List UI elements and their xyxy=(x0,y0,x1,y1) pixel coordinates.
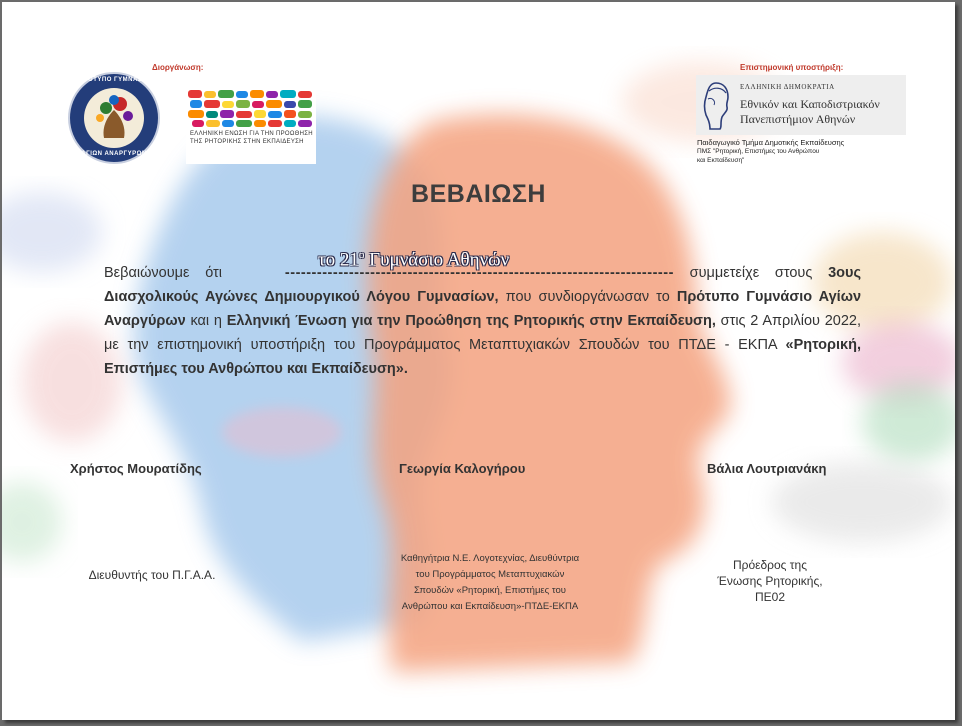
body-text-1: συμμετείχε στους xyxy=(673,265,829,281)
body-bold-3: Ελληνική Ένωση για την Προώθηση της Ρητορικής στην Εκπαίδευση, xyxy=(226,313,716,329)
signatory-name-2: Γεωργία Καλογήρου xyxy=(399,461,526,476)
role2-line3: Σπουδών «Ρητορική, Επιστήμες του xyxy=(414,585,566,596)
mosaic-pattern-icon xyxy=(186,88,316,130)
dept-line3: και Εκπαίδευση" xyxy=(697,157,745,164)
intro-text: Βεβαιώνουμε ότι xyxy=(104,265,222,281)
mosaic-text-line1: ΕΛΛΗΝΙΚΗ ΕΝΩΣΗ ΓΙΑ ΤΗΝ ΠΡΟΩΘΗΣΗ xyxy=(190,131,313,137)
role3-line2: Ένωσης Ρητορικής, xyxy=(717,574,823,588)
role2-line2: του Προγράμματος Μεταπτυχιακών xyxy=(415,569,565,580)
uoa-name-line2: Πανεπιστήμιον Αθηνών xyxy=(740,112,856,126)
seal-top-text: ΠΡΟΤΥΠΟ ΓΥΜΝΑΣΙΟ xyxy=(78,77,150,83)
signatory-role-1: Διευθυντής του Π.Γ.Α.Α. xyxy=(88,568,216,582)
uoa-name-line1: Εθνικόν και Καποδιστριακόν xyxy=(740,97,880,111)
support-label: Επιστημονική υποστήριξη: xyxy=(740,63,844,72)
rhetoric-union-logo xyxy=(186,88,316,164)
signatory-role-3 xyxy=(692,557,848,605)
dept-line2: ΠΜΣ "Ρητορική, Επιστήμες του Ανθρώπου xyxy=(697,148,820,155)
role2-line1: Καθηγήτρια Ν.Ε. Λογοτεχνίας, Διευθύντρια xyxy=(400,553,580,564)
certificate-page xyxy=(2,2,955,720)
school-name-overlay xyxy=(318,249,509,271)
role3-line3: ΠΕ02 xyxy=(754,590,786,604)
school-seal-logo xyxy=(68,72,160,164)
university-department xyxy=(697,138,897,165)
dept-line1: Παιδαγωγικό Τμήμα Δημοτικής Εκπαίδευσης xyxy=(697,138,845,147)
university-logo xyxy=(696,75,906,135)
signatory-name-3: Βάλια Λουτριανάκη xyxy=(707,461,827,476)
signatory-name-1: Χρήστος Μουρατίδης xyxy=(70,461,202,476)
name-blank-line: ------------------------------------------------------------------------- xyxy=(284,265,674,281)
signatory-role-2 xyxy=(352,551,628,615)
seal-bottom-text: ΑΓΙΩΝ ΑΝΑΡΓΥΡΩΝ xyxy=(81,151,147,157)
body-bold-1: 3ους Διασχολικούς Αγώνες Δημιουργικού Λόγου Γυμνασίων, xyxy=(104,265,861,305)
organizer-label: Διοργάνωση: xyxy=(152,63,204,72)
mosaic-text-line2: ΤΗΣ ΡΗΤΟΡΙΚΗΣ ΣΤΗΝ ΕΚΠΑΙΔΕΥΣΗ xyxy=(190,139,304,145)
school-name-rest: Γυμνάσιο Αθηνών xyxy=(364,249,510,271)
certificate-body xyxy=(104,261,861,381)
role3-line1: Πρόεδρος της xyxy=(732,558,807,572)
athena-head-icon xyxy=(700,79,732,131)
body-text-2: που συνδιοργάνωσαν το xyxy=(498,289,677,305)
body-bold-2: Πρότυπο Γυμνάσιο Αγίων Αναργύρων xyxy=(104,289,862,329)
body-bold-4: «Ρητορική, Επιστήμες του Ανθρώπου και Εκπαίδευση». xyxy=(104,337,861,377)
body-text-4: στις 2 Απριλίου 2022, με την επιστημονική υποστήριξη του Προγράμματος Μεταπτυχιακών Σπουδών του ΠΤΔΕ - ΕΚΠΑ xyxy=(104,313,861,353)
certificate-title: ΒΕΒΑΙΩΣΗ xyxy=(411,180,546,208)
role2-line4: Ανθρώπου και Εκπαίδευση»-ΠΤΔΕ-ΕΚΠΑ xyxy=(401,601,579,612)
school-name-prefix: το 21 xyxy=(318,249,359,271)
uoa-republic-text: ΕΛΛΗΝΙΚΗ ΔΗΜΟΚΡΑΤΙΑ xyxy=(740,83,835,91)
seal-emblem-icon xyxy=(84,88,144,148)
body-text-3: και η xyxy=(185,313,227,329)
school-name-ordinal: ο xyxy=(358,249,365,261)
